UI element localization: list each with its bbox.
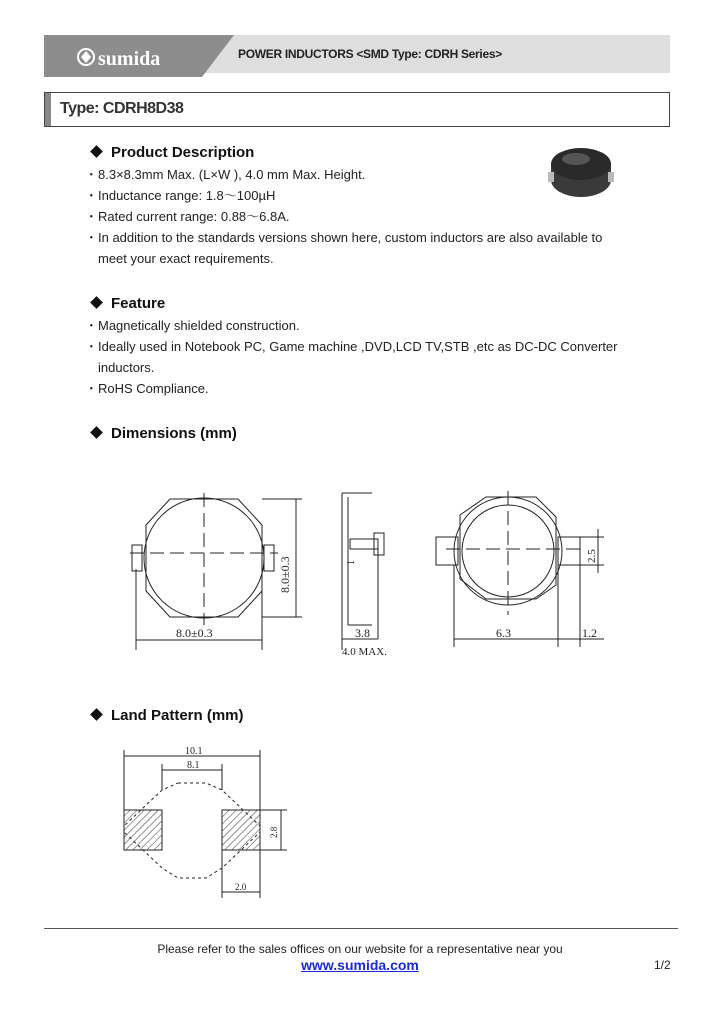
type-label: Type: CDRH8D38 — [60, 100, 184, 117]
feature-list — [88, 315, 618, 399]
product-photo — [548, 146, 614, 198]
list-item: ･ Ideally used in Notebook PC, Game machine ,DVD,LCD TV,STB ,etc as DC-DC Converter — [88, 339, 618, 354]
side-depth-label: 3.8 — [355, 626, 370, 640]
land-pad-width-label: 2.0 — [235, 882, 247, 892]
list-item: ･ Rated current range: 0.88～6.8A. — [88, 209, 290, 224]
product-description-list — [88, 164, 602, 269]
diamond-bullet-icon — [90, 145, 103, 158]
list-item: ･ In addition to the standards versions shown here, custom inductors are also available to — [88, 230, 603, 245]
product-description-heading: Product Description — [92, 144, 254, 161]
header-logo-block — [44, 35, 234, 77]
top-view — [130, 493, 302, 650]
list-item: ･ Magnetically shielded construction. — [88, 318, 300, 333]
left-land-pad — [124, 810, 162, 850]
list-item: meet your exact requirements. — [98, 251, 274, 266]
right-land-pad — [222, 810, 260, 850]
diamond-bullet-icon — [90, 296, 103, 309]
land-pattern-drawing — [115, 740, 305, 900]
brand-name: sumida — [98, 48, 161, 70]
list-item: ･ 8.3×8.3mm Max. (L×W ), 4.0 mm Max. Height. — [88, 167, 366, 182]
diamond-bullet-icon — [90, 426, 103, 439]
land-pattern-heading: Land Pattern (mm) — [92, 707, 244, 724]
page-header-title: POWER INDUCTORS <SMD Type: CDRH Series> — [238, 47, 502, 61]
footer-divider — [44, 928, 678, 929]
list-item: inductors. — [98, 360, 155, 375]
top-width-label: 8.0±0.3 — [176, 626, 213, 640]
footer-note: Please refer to the sales offices on our website for a representative near you — [157, 942, 563, 956]
list-item: ･ Inductance range: 1.8～100µH — [88, 188, 276, 203]
list-item: ･ RoHS Compliance. — [88, 381, 209, 396]
land-overall-label: 10.1 — [185, 746, 203, 757]
diamond-bullet-icon — [90, 708, 103, 721]
dimensions-heading: Dimensions (mm) — [92, 425, 237, 442]
land-pad-height-label: 2.8 — [269, 826, 279, 838]
bottom-view — [436, 491, 604, 647]
land-inner-label: 8.1 — [187, 760, 200, 771]
bottom-height-label: 2.5 — [586, 549, 598, 563]
dimensions-drawing — [110, 475, 620, 665]
page-number: 1/2 — [654, 958, 671, 972]
side-max-label: 4.0 MAX. — [342, 646, 387, 658]
top-height-label: 8.0±0.3 — [278, 556, 292, 593]
bottom-terminal-label: 1.2 — [582, 626, 597, 640]
feature-heading: Feature — [92, 295, 165, 312]
website-link[interactable]: www.sumida.com — [301, 957, 419, 973]
side-pin-label: 1 — [346, 560, 357, 565]
bottom-inner-label: 6.3 — [496, 626, 511, 640]
